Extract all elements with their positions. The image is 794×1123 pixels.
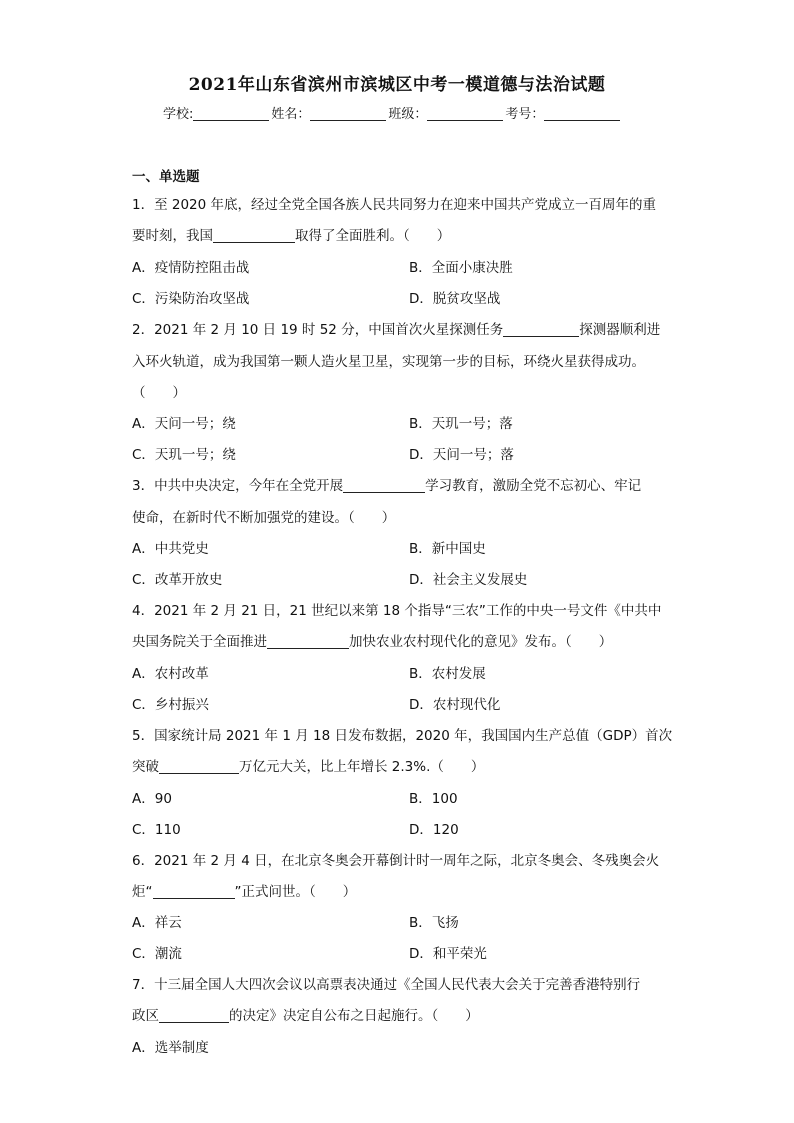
- question-1-option-b: B．全面小康决胜: [409, 260, 513, 276]
- question-4-line-1: 4．2021 年 2 月 21 日，21 世纪以来第 18 个指导“三农”工作的中央一号文件《中共中: [132, 603, 662, 619]
- question-1-line-1: 1．至 2020 年底，经过全党全国各族人民共同努力在迎来中国共产党成立一百周年的重: [132, 197, 657, 213]
- question-7-line-2: [132, 1004, 479, 1024]
- question-2-blank: [503, 322, 579, 337]
- exam-no-blank: [544, 106, 620, 121]
- question-4-option-d: D．农村现代化: [409, 697, 501, 713]
- question-6-option-d: D．和平荣光: [409, 946, 487, 962]
- question-2-option-c: C．天玑一号；绕: [132, 447, 236, 463]
- name-label: 姓名：: [271, 107, 311, 122]
- section-title: 一、单选题: [132, 169, 200, 185]
- question-6-text-b: ”正式问世。（ ）: [234, 884, 357, 900]
- question-1-option-a: A．疫情防控阻击战: [132, 260, 250, 276]
- question-4-option-c: C．乡村振兴: [132, 697, 209, 713]
- question-7-option-a: A．选举制度: [132, 1040, 209, 1056]
- question-5-line-1: 5．国家统计局 2021 年 1 月 18 日发布数据，2020 年，我国国内生产总值（GDP）首次: [132, 728, 673, 744]
- question-1-text-a: 要时刻，我国: [132, 228, 213, 244]
- question-7-text-b: 的决定》决定自公布之日起施行。（ ）: [229, 1008, 479, 1024]
- question-2-text-a: 2．2021 年 2 月 10 日 19 时 52 分，中国首次火星探测任务: [132, 322, 504, 338]
- question-3-blank: [343, 478, 425, 493]
- question-3-option-b: B．新中国史: [409, 541, 486, 557]
- question-6-option-c: C．潮流: [132, 946, 182, 962]
- question-3-option-a: A．中共党史: [132, 541, 209, 557]
- question-7-line-1: 7．十三届全国人大四次会议以高票表决通过《全国人民代表大会关于完善香港特别行: [132, 977, 641, 993]
- question-6-blank: [153, 884, 235, 899]
- question-5-option-b: B．100: [409, 791, 458, 807]
- question-2-line-2: 入环火轨道，成为我国第一颗人造火星卫星，实现第一步的目标，环绕火星获得成功。: [132, 354, 645, 370]
- school-label: 学校:: [163, 107, 194, 122]
- question-5-line-2: [132, 755, 484, 775]
- question-2-option-d: D．天问一号；落: [409, 447, 514, 463]
- question-6-line-1: 6．2021 年 2 月 4 日，在北京冬奥会开幕倒计时一周年之际，北京冬奥会、冬残奥会火: [132, 853, 660, 869]
- question-3-line-1: [132, 474, 641, 494]
- question-1-text-b: 取得了全面胜利。（ ）: [295, 228, 451, 244]
- question-3-line-2: 使命，在新时代不断加强党的建设。（ ）: [132, 510, 396, 526]
- question-7-text-a: 政区: [132, 1008, 159, 1024]
- question-5-text-b: 万亿元大关，比上年增长 2.3%.（ ）: [239, 759, 485, 775]
- student-info-row: [163, 103, 622, 122]
- class-label: 班级：: [388, 107, 428, 122]
- question-6-option-b: B．飞扬: [409, 915, 459, 931]
- school-blank: [193, 106, 269, 121]
- name-blank: [310, 106, 386, 121]
- question-2-text-b: 探测器顺利进: [579, 322, 661, 338]
- question-4-text-a: 央国务院关于全面推进: [132, 634, 267, 650]
- question-4-text-b: 加快农业农村现代化的意见》发布。（ ）: [349, 634, 613, 650]
- question-5-text-a: 突破: [132, 759, 159, 775]
- question-5-option-a: A．90: [132, 791, 172, 807]
- page-title: 2021年山东省滨州市滨城区中考一模道德与法治试题: [188, 75, 606, 95]
- question-1-option-c: C．污染防治攻坚战: [132, 291, 250, 307]
- question-1-option-d: D．脱贫攻坚战: [409, 291, 501, 307]
- question-4-blank: [267, 634, 349, 649]
- question-4-line-2: [132, 630, 612, 650]
- question-5-option-c: C．110: [132, 822, 181, 838]
- question-3-text-b: 学习教育，激励全党不忘初心、牢记: [425, 478, 642, 494]
- question-1-blank: [213, 228, 295, 243]
- question-2-line-1: [132, 318, 660, 338]
- question-7-blank: [159, 1008, 229, 1023]
- question-5-blank: [159, 759, 239, 774]
- question-3-text-a: 3．中共中央决定，今年在全党开展: [132, 478, 344, 494]
- question-2-option-b: B．天玑一号；落: [409, 416, 513, 432]
- question-4-option-b: B．农村发展: [409, 666, 486, 682]
- question-4-option-a: A．农村改革: [132, 666, 209, 682]
- question-6-text-a: 炬“: [132, 884, 153, 900]
- question-3-option-c: C．改革开放史: [132, 572, 223, 588]
- question-5-option-d: D．120: [409, 822, 459, 838]
- question-6-line-2: [132, 880, 356, 900]
- question-2-line-3: （ ）: [132, 385, 186, 401]
- question-2-option-a: A．天问一号；绕: [132, 416, 236, 432]
- question-3-option-d: D．社会主义发展史: [409, 572, 528, 588]
- class-blank: [427, 106, 503, 121]
- question-1-line-2: [132, 224, 450, 244]
- exam-no-label: 考号：: [505, 107, 545, 122]
- question-6-option-a: A．祥云: [132, 915, 182, 931]
